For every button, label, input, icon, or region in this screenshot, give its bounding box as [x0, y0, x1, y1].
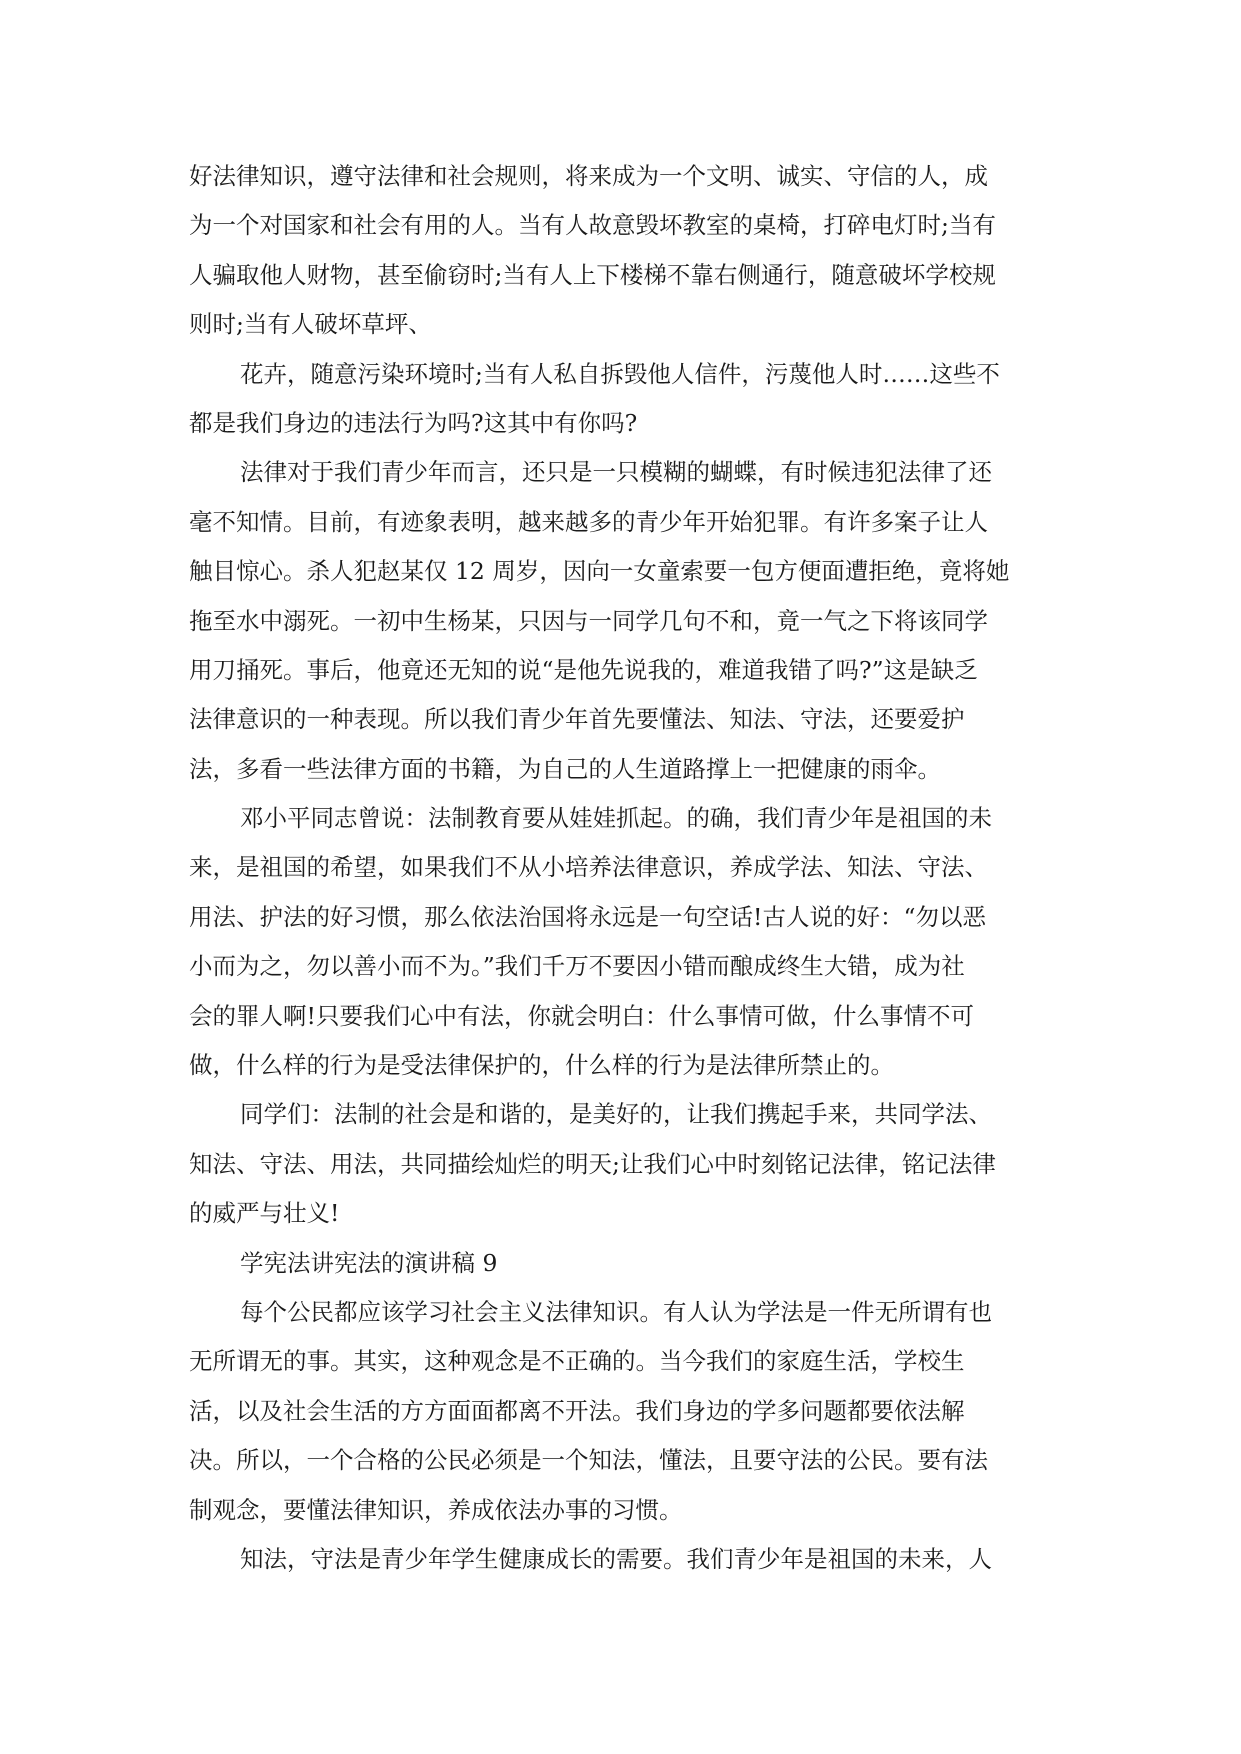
text-line: 毫不知情。目前，有迹象表明，越来越多的青少年开始犯罪。有许多案子让人 — [189, 507, 988, 536]
text-line: 人骗取他人财物，甚至偷窃时;当有人上下楼梯不靠右侧通行，随意破坏学校规 — [189, 260, 996, 289]
paragraph-2 — [189, 350, 1051, 449]
paragraph-7 — [189, 1535, 1051, 1584]
text-line: 做，什么样的行为是受法律保护的，什么样的行为是法律所禁止的。 — [189, 1051, 894, 1080]
text-line: 为一个对国家和社会有用的人。当有人故意毁坏教室的桌椅，打碎电灯时;当有 — [189, 211, 996, 240]
text-line: 则时;当有人破坏草坪、 — [189, 310, 432, 339]
text-line: 的威严与壮义! — [189, 1199, 340, 1228]
text-line: 都是我们身边的违法行为吗?这其中有你吗? — [189, 408, 638, 437]
text-line: 无所谓无的事。其实，这种观念是不正确的。当今我们的家庭生活，学校生 — [189, 1347, 965, 1376]
text-line: 会的罪人啊!只要我们心中有法，你就会明白：什么事情可做，什么事情不可 — [189, 1001, 974, 1030]
text-line: 花卉，随意污染环境时;当有人私自拆毁他人信件，污蔑他人时……这些不 — [240, 359, 1000, 388]
text-line: 邓小平同志曾说：法制教育要从娃娃抓起。的确，我们青少年是祖国的未 — [240, 804, 992, 833]
text-line: 每个公民都应该学习社会主义法律知识。有人认为学法是一件无所谓有也 — [240, 1297, 992, 1326]
text-line: 用法、护法的好习惯，那么依法治国将永远是一句空话!古人说的好：“勿以恶 — [189, 902, 986, 931]
paragraph-6 — [189, 1288, 1051, 1535]
text-line: 制观念，要懂法律知识，养成依法办事的习惯。 — [189, 1495, 683, 1524]
text-line: 法律对于我们青少年而言，还只是一只模糊的蝴蝶，有时候违犯法律了还 — [240, 458, 992, 487]
text-line: 触目惊心。杀人犯赵某仅 12 周岁，因向一女童索要一包方便面遭拒绝，竟将她 — [189, 557, 1010, 586]
section-heading: 学宪法讲宪法的演讲稿 9 — [240, 1248, 498, 1277]
text-line: 来，是祖国的希望，如果我们不从小培养法律意识，养成学法、知法、守法、 — [189, 853, 988, 882]
text-line: 小而为之，勿以善小而不为。”我们千万不要因小错而酿成终生大错，成为社 — [189, 952, 965, 981]
text-line: 法律意识的一种表现。所以我们青少年首先要懂法、知法、守法，还要爱护 — [189, 705, 965, 734]
text-line: 拖至水中溺死。一初中生杨某，只因与一同学几句不和，竟一气之下将该同学 — [189, 606, 988, 635]
paragraph-4 — [189, 794, 1051, 1090]
document-body — [189, 152, 1051, 1584]
paragraph-5 — [189, 1090, 1051, 1238]
text-line: 好法律知识，遵守法律和社会规则，将来成为一个文明、诚实、守信的人，成 — [189, 162, 988, 190]
text-line: 决。所以，一个合格的公民必须是一个知法，懂法，且要守法的公民。要有法 — [189, 1446, 988, 1475]
text-line: 法，多看一些法律方面的书籍，为自己的人生道路撑上一把健康的雨伞。 — [189, 754, 941, 783]
paragraph-3 — [189, 448, 1051, 794]
text-line: 活，以及社会生活的方方面面都离不开法。我们身边的学多问题都要依法解 — [189, 1396, 965, 1425]
paragraph-1 — [189, 152, 1051, 350]
text-line: 知法，守法是青少年学生健康成长的需要。我们青少年是祖国的未来，人 — [240, 1544, 992, 1573]
text-line: 知法、守法、用法，共同描绘灿烂的明天;让我们心中时刻铭记法律，铭记法律 — [189, 1149, 996, 1178]
text-line: 同学们：法制的社会是和谐的，是美好的，让我们携起手来，共同学法、 — [240, 1100, 992, 1129]
text-line: 用刀捅死。事后，他竟还无知的说“是他先说我的，难道我错了吗?”这是缺乏 — [189, 655, 978, 684]
